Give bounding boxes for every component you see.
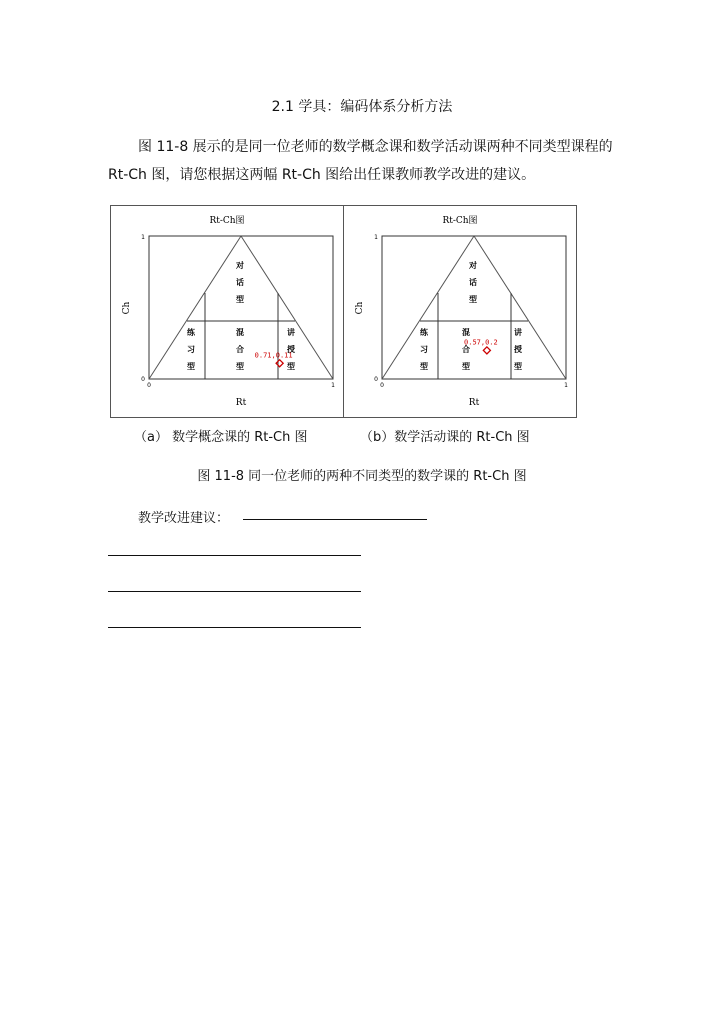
plot-area (382, 236, 566, 379)
answer-line-2[interactable] (108, 555, 361, 556)
triangle-outline (382, 236, 566, 379)
region-left-1: 练 (187, 327, 195, 337)
region-top-1: 对 (469, 260, 477, 270)
x-axis-label: Rt (235, 398, 247, 408)
chart-title: Rt-Ch图 (442, 216, 478, 226)
region-right-3: 型 (514, 361, 522, 371)
region-middle-1: 混 (236, 327, 244, 337)
y-tick-top: 1 (374, 234, 378, 241)
chart-a-svg (111, 206, 343, 417)
question-paragraph: 图 11-8 展示的是同一位老师的数学概念课和数学活动课两种不同类型课程的 Rt-Ch 图，请您根据这两幅 Rt-Ch 图给出任课教师教学改进的建议。 (108, 139, 613, 183)
x-tick-left: 0 (380, 382, 384, 389)
region-middle-3: 型 (236, 361, 244, 371)
region-top-3: 型 (236, 294, 244, 304)
region-middle-2: 合 (236, 344, 244, 354)
region-top-1: 对 (236, 260, 244, 270)
answer-line-1[interactable] (243, 519, 427, 520)
caption-a: （a） 数学概念课的 Rt-Ch 图 (134, 430, 308, 445)
region-middle-2: 合 (462, 344, 470, 354)
figure-caption: 图 11-8 同一位老师的两种不同类型的数学课的 Rt-Ch 图 (197, 469, 527, 484)
data-point-label: 0.57,0.2 (464, 338, 498, 347)
x-tick-right: 1 (564, 382, 568, 389)
region-right-1: 讲 (287, 327, 295, 337)
region-right-2: 授 (514, 344, 522, 354)
y-axis-label: Ch (122, 301, 132, 315)
chart-a (110, 205, 344, 418)
region-left-3: 型 (420, 361, 428, 371)
chart-b (343, 205, 577, 418)
region-middle-3: 型 (462, 361, 470, 371)
region-left-2: 习 (187, 344, 195, 354)
y-tick-top: 1 (141, 234, 145, 241)
region-top-3: 型 (469, 294, 477, 304)
region-left-2: 习 (420, 344, 428, 354)
x-tick-left: 0 (147, 382, 151, 389)
region-top-2: 话 (469, 277, 477, 287)
region-right-3: 型 (287, 361, 295, 371)
triangle-outline (149, 236, 333, 379)
data-point-marker (483, 347, 490, 354)
region-left-3: 型 (187, 361, 195, 371)
advice-label: 教学改进建议： (138, 511, 230, 526)
region-middle-1: 混 (462, 327, 470, 337)
chart-title: Rt-Ch图 (209, 216, 245, 226)
answer-line-4[interactable] (108, 627, 361, 628)
region-left-1: 练 (420, 327, 428, 337)
y-tick-bottom: 0 (141, 376, 145, 383)
plot-area (149, 236, 333, 379)
y-tick-bottom: 0 (374, 376, 378, 383)
region-right-1: 讲 (514, 327, 522, 337)
y-axis-label: Ch (355, 301, 365, 315)
answer-line-3[interactable] (108, 591, 361, 592)
data-point-marker (276, 360, 283, 367)
x-axis-label: Rt (468, 398, 480, 408)
caption-b: （b）数学活动课的 Rt-Ch 图 (360, 430, 530, 445)
data-point-label: 0.71,0.11 (254, 351, 293, 360)
region-right-2: 授 (287, 344, 295, 354)
chart-b-svg (344, 206, 576, 417)
section-title: 2.1 学具：编码体系分析方法 (271, 99, 453, 115)
region-top-2: 话 (236, 277, 244, 287)
x-tick-right: 1 (331, 382, 335, 389)
